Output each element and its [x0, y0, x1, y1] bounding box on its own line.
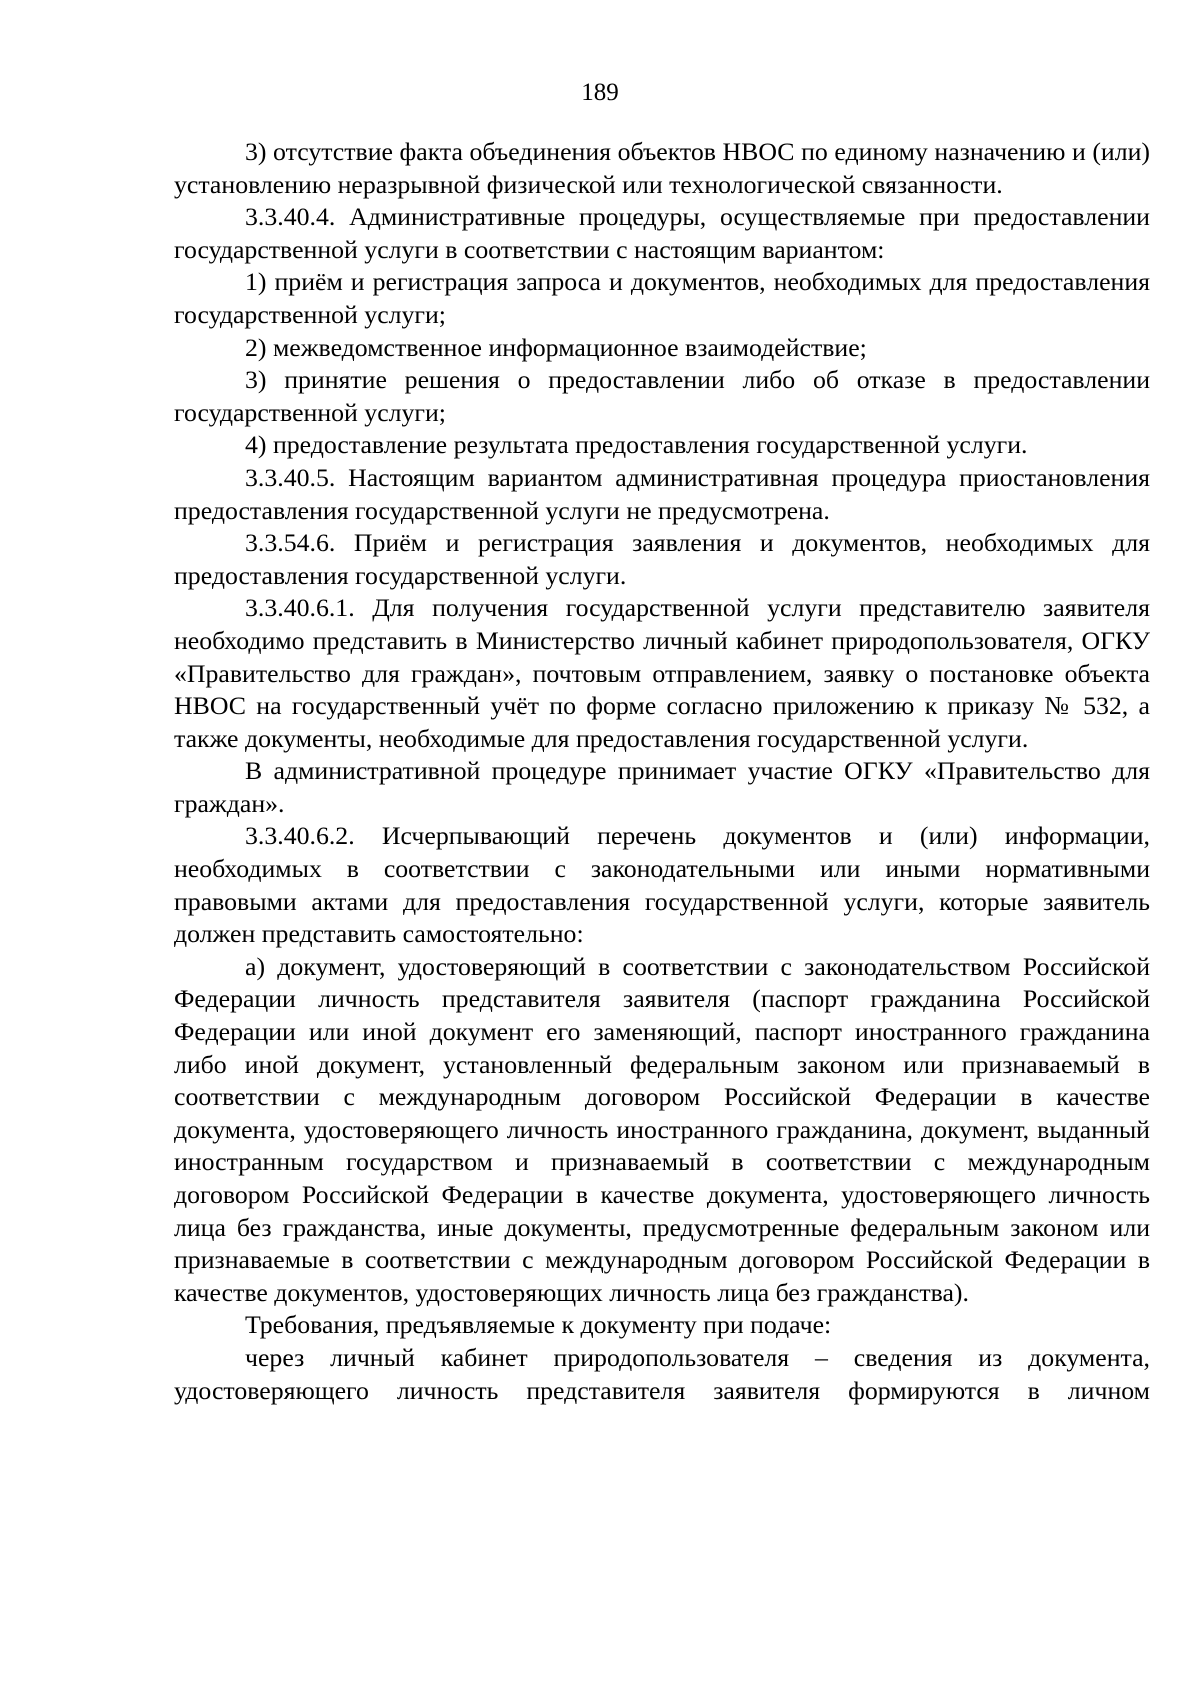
paragraph-section-3-3-54-6: 3.3.54.6. Приём и регистрация заявления и документов, необходимых для предоставления государственной услуги. — [174, 528, 1150, 590]
paragraph-requirements-heading: Требования, предъявляемые к документу при подаче: — [245, 1310, 832, 1340]
paragraph-criteria-item-3: 3) отсутствие факта объединения объектов НВОС по единому назначению и (или) установлению неразрывной физической или технологической связанности. — [174, 137, 1150, 199]
paragraph-section-3-3-40-6-2: 3.3.40.6.2. Исчерпывающий перечень документов и (или) информации, необходимых в соответствии с законодательными или иными нормативными правовыми актами для предоставления государственной услуги, которые заявитель должен представить самостоятельно: — [174, 821, 1150, 949]
paragraph-procedure-item-2: 2) межведомственное информационное взаимодействие; — [245, 332, 867, 362]
paragraph-section-3-3-40-6-1: 3.3.40.6.1. Для получения государственной услуги представителю заявителя необходимо представить в Министерство личный кабинет природопользователя, ОГКУ «Правительство для граждан», почтовым отправлением, заявку о постановке объекта НВОС на государственный учёт по форме согласно приложению к приказу № 532, а также документы, необходимые для предоставления государственной услуги. — [174, 593, 1150, 753]
document-body — [174, 136, 1150, 1407]
paragraph-procedure-item-1: 1) приём и регистрация запроса и документов, необходимых для предоставления государственной услуги; — [174, 267, 1150, 329]
paragraph-section-3-3-40-4: 3.3.40.4. Административные процедуры, осуществляемые при предоставлении государственной услуги в соответствии с настоящим вариантом: — [174, 202, 1150, 264]
paragraph-participant: В административной процедуре принимает участие ОГКУ «Правительство для граждан». — [174, 756, 1150, 818]
page-number: 189 — [581, 79, 619, 106]
paragraph-section-3-3-40-5: 3.3.40.5. Настоящим вариантом административная процедура приостановления предоставления государственной услуги не предусмотрена. — [174, 462, 1150, 525]
paragraph-procedure-item-4: 4) предоставление результата предоставления государственной услуги. — [245, 430, 1028, 460]
paragraph-procedure-item-3: 3) принятие решения о предоставлении либо об отказе в предоставлении государственной услуги; — [174, 365, 1150, 427]
paragraph-document-item-a: а) документ, удостоверяющий в соответствии с законодательством Российской Федерации личность представителя заявителя (паспорт гражданина Российской Федерации или иной документ его заменяющий, паспорт иностранного гражданина либо иной документ, установленный федеральным законом или признаваемый в соответствии с международным договором Российской Федерации в качестве документа, удостоверяющего личность иностранного гражданина, документ, выданный иностранным государством и признаваемый в соответствии с международным договором Российской Федерации в качестве документа, удостоверяющего личность лица без гражданства, иные документы, предусмотренные федеральным законом или признаваемые в соответствии с международным договором Российской Федерации в качестве документов, удостоверяющих личность лица без гражданства). — [174, 951, 1150, 1307]
paragraph-personal-account: через личный кабинет природопользователя – сведения из документа, удостоверяющего личность представителя заявителя формируются в личном — [174, 1342, 1150, 1405]
